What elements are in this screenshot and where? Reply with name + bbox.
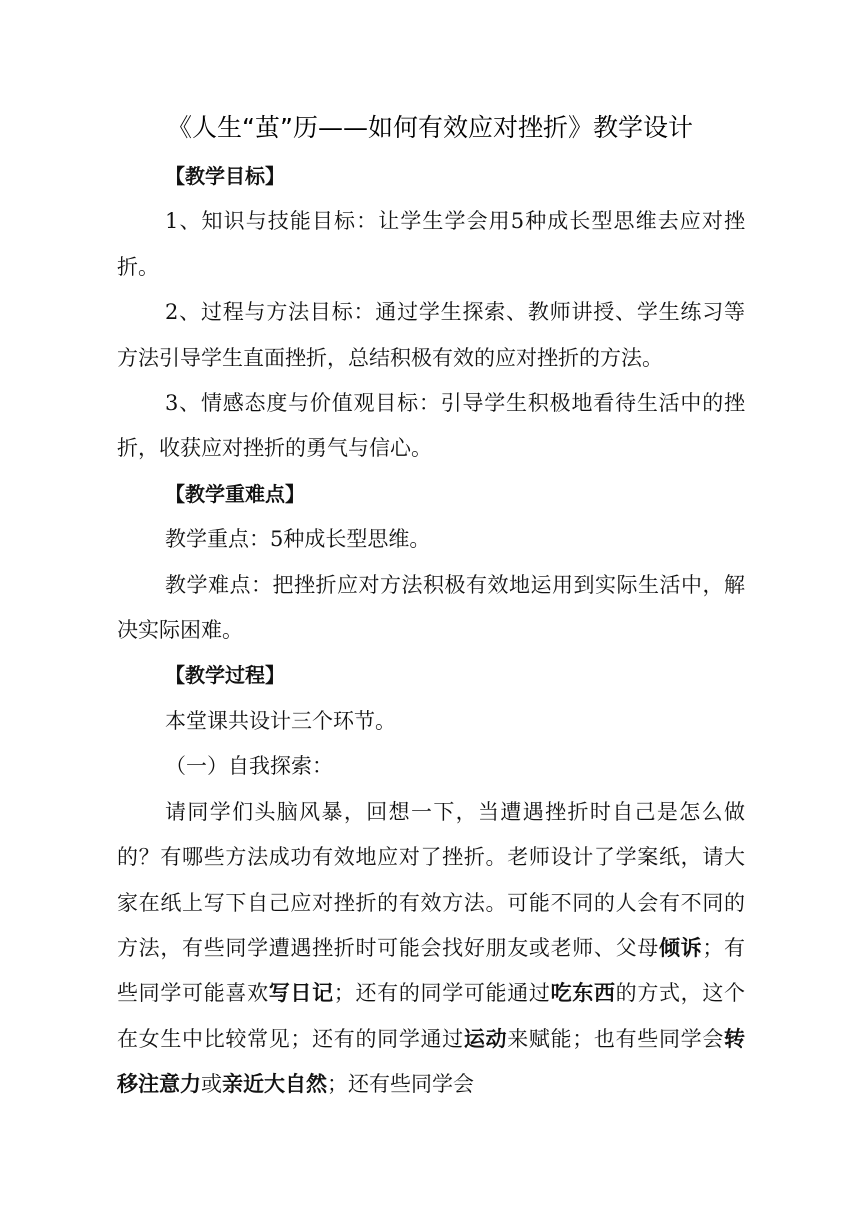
step-1-text-d: 的方式，这个在女生中比较常见；还有的同学通过 xyxy=(117,981,746,1051)
step-1-bold-confide: 倾诉 xyxy=(658,935,703,960)
goal-paragraph-3: 3、情感态度与价值观目标：引导学生积极地看待生活中的挫折，收获应对挫折的勇气与信心。 xyxy=(117,391,745,461)
key-point-paragraph: 教学重点：5种成长型思维。 xyxy=(165,527,431,552)
difficult-point-paragraph: 教学难点：把挫折应对方法积极有效地运用到实际生活中，解决实际困难。 xyxy=(117,572,745,643)
step-1-bold-eating: 吃东西 xyxy=(550,981,616,1006)
step-1-bold-nature: 亲近大自然 xyxy=(222,1072,327,1097)
step-1-heading: （一）自我探索： xyxy=(165,754,333,779)
step-1-bold-diary: 写日记 xyxy=(268,981,334,1006)
step-1-text-f: 或 xyxy=(201,1072,222,1097)
process-intro-paragraph: 本堂课共设计三个环节。 xyxy=(165,708,396,733)
step-1-text-b: ；有些同学可能喜欢 xyxy=(117,935,746,1006)
step-1-paragraph xyxy=(117,790,745,1108)
document-body xyxy=(117,154,745,1108)
section-heading-key-points: 【教学重难点】 xyxy=(165,481,305,506)
section-heading-goals: 【教学目标】 xyxy=(165,164,285,188)
document-title: 《人生“茧”历——如何有效应对挫折》教学设计 xyxy=(167,113,693,142)
step-1-text-e: 来赋能；也有些同学会 xyxy=(507,1026,725,1051)
step-1-bold-exercise: 运动 xyxy=(463,1026,508,1051)
goal-paragraph-1: 1、知识与技能目标：让学生学会用5种成长型思维去应对挫折。 xyxy=(117,209,745,279)
step-1-text-a: 请同学们头脑风暴，回想一下，当遭遇挫折时自己是怎么做的？有哪些方法成功有效地应对了挫折。老师设计了学案纸，请大家在纸上写下自己应对挫折的有效方法。可能不同的人会有不同的方法，有些同学遭遇挫折时可能会找好朋友或老师、父母 xyxy=(117,799,745,960)
step-1-bold-distraction: 转移注意力 xyxy=(117,1026,746,1097)
step-1-text-g: ；还有些同学会 xyxy=(327,1072,474,1097)
goal-paragraph-2: 2、过程与方法目标：通过学生探索、教师讲授、学生练习等方法引导学生直面挫折，总结积极有效的应对挫折的方法。 xyxy=(117,300,745,370)
section-heading-process: 【教学过程】 xyxy=(165,663,285,688)
step-1-text-c: ；还有的同学可能通过 xyxy=(333,981,551,1006)
